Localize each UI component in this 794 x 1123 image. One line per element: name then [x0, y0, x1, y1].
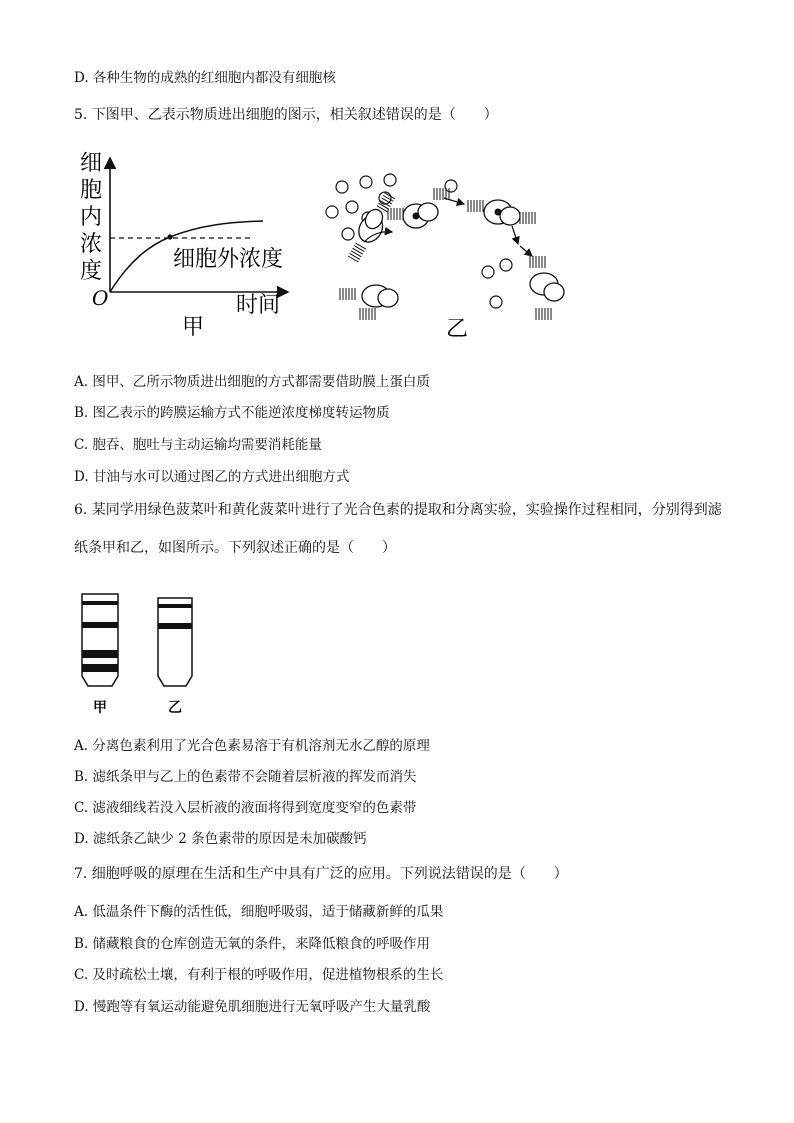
pigment-band [158, 604, 192, 608]
membrane-segment [530, 256, 564, 320]
q6-figure-strips [80, 592, 210, 722]
transport-arrow [520, 246, 532, 256]
pigment-band [82, 650, 118, 658]
origin-label: O [92, 286, 109, 310]
strip-label-yi: 乙 [168, 700, 182, 716]
filter-strip-yi [158, 598, 192, 686]
q5-option-c: C. 胞吞、胞吐与主动运输均需要消耗能量 [74, 437, 322, 453]
membrane-segment [468, 200, 535, 225]
figure-caption: 乙 [446, 317, 469, 342]
y-label-char: 胞 [80, 178, 103, 203]
q5-figure-yi [318, 160, 588, 345]
q6-stem-line2: 纸条甲和乙，如图所示。下列叙述正确的是（ ） [74, 540, 396, 556]
q4-option-d: D. 各种生物的成熟的红细胞内都没有细胞核 [74, 70, 336, 86]
filter-strip-jia [82, 594, 118, 686]
intersection-dot [167, 234, 172, 239]
x-axis-label: 时间 [236, 293, 281, 318]
molecules [326, 174, 512, 308]
pigment-band [158, 623, 192, 629]
strip-label-jia: 甲 [93, 700, 107, 716]
y-label-char: 细 [80, 151, 103, 176]
q5-option-a: A. 图甲、乙所示物质进出细胞的方式都需要借助膜上蛋白质 [74, 374, 430, 390]
q7-option-b: B. 储藏粮食的仓库创造无氧的条件，来降低粮食的呼吸作用 [74, 936, 431, 952]
q5-figure-jia [70, 140, 300, 340]
pigment-band [82, 664, 118, 672]
pigment-band [82, 601, 118, 605]
transport-arrow [444, 198, 464, 204]
y-label-char: 浓 [80, 232, 103, 257]
q7-option-c: C. 及时疏松土壤，有利于根的呼吸作用，促进植物根系的生长 [74, 967, 444, 983]
transport-arrow [512, 226, 518, 244]
figure-caption: 甲 [182, 315, 205, 340]
q6-option-d: D. 滤纸条乙缺少 2 条色素带的原因是未加碳酸钙 [74, 831, 367, 847]
q6-option-a: A. 分离色素利用了光合色素易溶于有机溶剂无水乙醇的原理 [74, 738, 430, 754]
y-label-char: 内 [80, 205, 103, 230]
dashed-line-label: 细胞外浓度 [173, 247, 284, 272]
y-label-char: 度 [80, 259, 103, 284]
membrane-segment [340, 285, 398, 320]
q6-option-c: C. 滤液细线若没入层析液的液面将得到宽度变窄的色素带 [74, 800, 417, 816]
q7-stem: 7. 细胞呼吸的原理在生活和生产中具有广泛的应用。下列说法错误的是（ ） [74, 866, 568, 882]
q5-option-b: B. 图乙表示的跨膜运输方式不能逆浓度梯度转运物质 [74, 405, 390, 421]
q7-option-d: D. 慢跑等有氧运动能避免肌细胞进行无氧呼吸产生大量乳酸 [74, 999, 431, 1015]
membrane-segment [388, 188, 449, 228]
q5-option-d: D. 甘油与水可以通过图乙的方式进出细胞方式 [74, 469, 350, 485]
q5-stem: 5. 下图甲、乙表示物质进出细胞的图示，相关叙述错误的是（ ） [74, 107, 498, 123]
pigment-band [82, 622, 118, 628]
q7-option-a: A. 低温条件下酶的活性低，细胞呼吸弱，适于储藏新鲜的瓜果 [74, 904, 444, 920]
q6-option-b: B. 滤纸条甲与乙上的色素带不会随着层析液的挥发而消失 [74, 769, 417, 785]
q6-stem-line1: 6. 某同学用绿色菠菜叶和黄化菠菜叶进行了光合色素的提取和分离实验，实验操作过程相同，分别得到滤 [74, 502, 722, 518]
